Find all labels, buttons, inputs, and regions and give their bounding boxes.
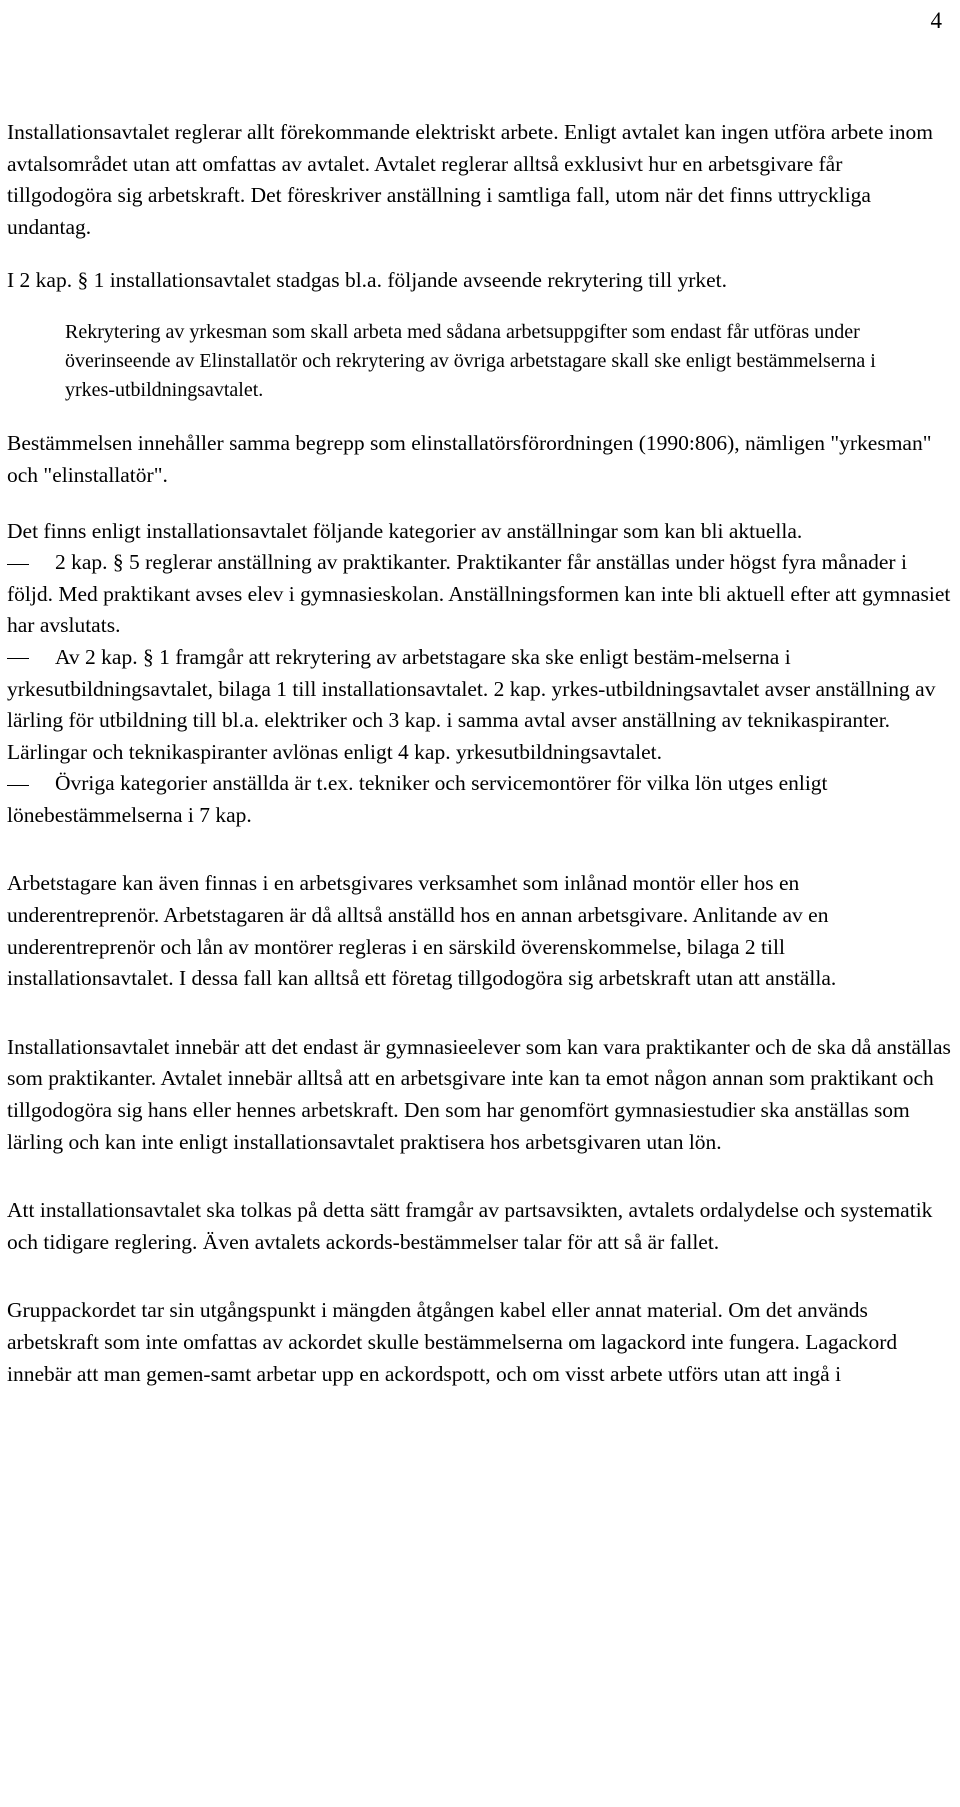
block-quote: Rekrytering av yrkesman som skall arbeta med sådana arbetsuppgifter som endast får utföras under överinseende av Elinstallatör och rekrytering av övriga arbetstagare skall ske enligt bestämmelserna i yrkes-utbildningsavtalet.	[65, 320, 876, 401]
paragraph-reference: I 2 kap. § 1 installationsavtalet stadgas bl.a. följande avseende rekrytering till yrket.	[7, 268, 728, 293]
page-number: 4	[930, 8, 942, 33]
categories-section	[7, 516, 951, 832]
paragraph-group-piecework: Gruppackordet tar sin utgångspunkt i mängden åtgången kabel eller annat material. Om det används arbetskraft som inte omfattas av ackordet skulle bestämmelserna om lagackord inte fungera. Lagackord innebär att man gemen-samt arbetar upp en ackordspott, och om visst arbete utförs utan att ingå i	[7, 1298, 898, 1386]
category-text: Av 2 kap. § 1 framgår att rekrytering av arbetstagare ska ske enligt bestäm-melserna i yrkesutbildningsavtalet, bilaga 1 till installationsavtalet. 2 kap. yrkes-utbildningsavtalet avser anställning av lärling för utbildning till bl.a. elektriker och 3 kap. i samma avtal avser anställning av teknikaspiranter. Lärlingar och teknikaspiranter avlönas enligt 4 kap. yrkesutbildningsavtalet.	[7, 644, 936, 764]
paragraph-definition: Bestämmelsen innehåller samma begrepp som elinstallatörsförordningen (1990:806), nämligen "yrkesman" och "elinstallatör".	[7, 431, 932, 487]
list-item	[7, 642, 951, 768]
paragraph-categories-intro: Det finns enligt installationsavtalet följande kategorier av anställningar som kan bli aktuella.	[7, 518, 803, 543]
paragraph-students: Installationsavtalet innebär att det endast är gymnasieelever som kan vara praktikanter och de ska då anställas som praktikanter. Avtalet innebär alltså att en arbetsgivare inte kan ta emot någon annan som praktikant och tillgodogöra sig hans eller hennes arbetskraft. Den som har genomfört gymnasiestudier ska anställas som lärling och kan inte enligt installationsavtalet praktisera hos arbetsgivaren utan lön.	[7, 1034, 951, 1154]
dash-marker	[7, 642, 55, 674]
dash-marker	[7, 547, 55, 579]
paragraph-interpretation: Att installationsavtalet ska tolkas på detta sätt framgår av partsavsikten, avtalets ordalydelse och systematik och tidigare reglering. Även avtalets ackords-bestämmelser talar för att så är fallet.	[7, 1198, 933, 1254]
list-item	[7, 768, 951, 831]
paragraph-leased: Arbetstagare kan även finnas i en arbetsgivares verksamhet som inlånad montör eller hos en underentreprenör. Arbetstagaren är då alltså anställd hos en annan arbetsgivare. Anlitande av en underentreprenör och lån av montörer regleras i en särskild överenskommelse, bilaga 2 till installationsavtalet. I dessa fall kan alltså ett företag tillgodogöra sig arbetskraft utan att anställa.	[7, 871, 837, 991]
dash-marker	[7, 768, 55, 800]
list-item	[7, 547, 951, 642]
document-body	[7, 117, 951, 1390]
category-text: Övriga kategorier anställda är t.ex. tekniker och servicemontörer för vilka lön utges enligt lönebestämmelserna i 7 kap.	[7, 771, 828, 827]
category-text: 2 kap. § 5 reglerar anställning av praktikanter. Praktikanter får anställas under högst fyra månader i följd. Med praktikant avses elev i gymnasieskolan. Anställningsformen kan inte bli aktuell efter att gymnasiet har avslutats.	[7, 550, 951, 638]
paragraph-intro: Installationsavtalet reglerar allt förekommande elektriskt arbete. Enligt avtalet kan ingen utföra arbete inom avtalsområdet utan att omfattas av avtalet. Avtalet reglerar alltså exklusivt hur en arbetsgivare får tillgodogöra sig arbetskraft. Det föreskriver anställning i samtliga fall, utom när det finns uttryckliga undantag.	[7, 120, 933, 239]
